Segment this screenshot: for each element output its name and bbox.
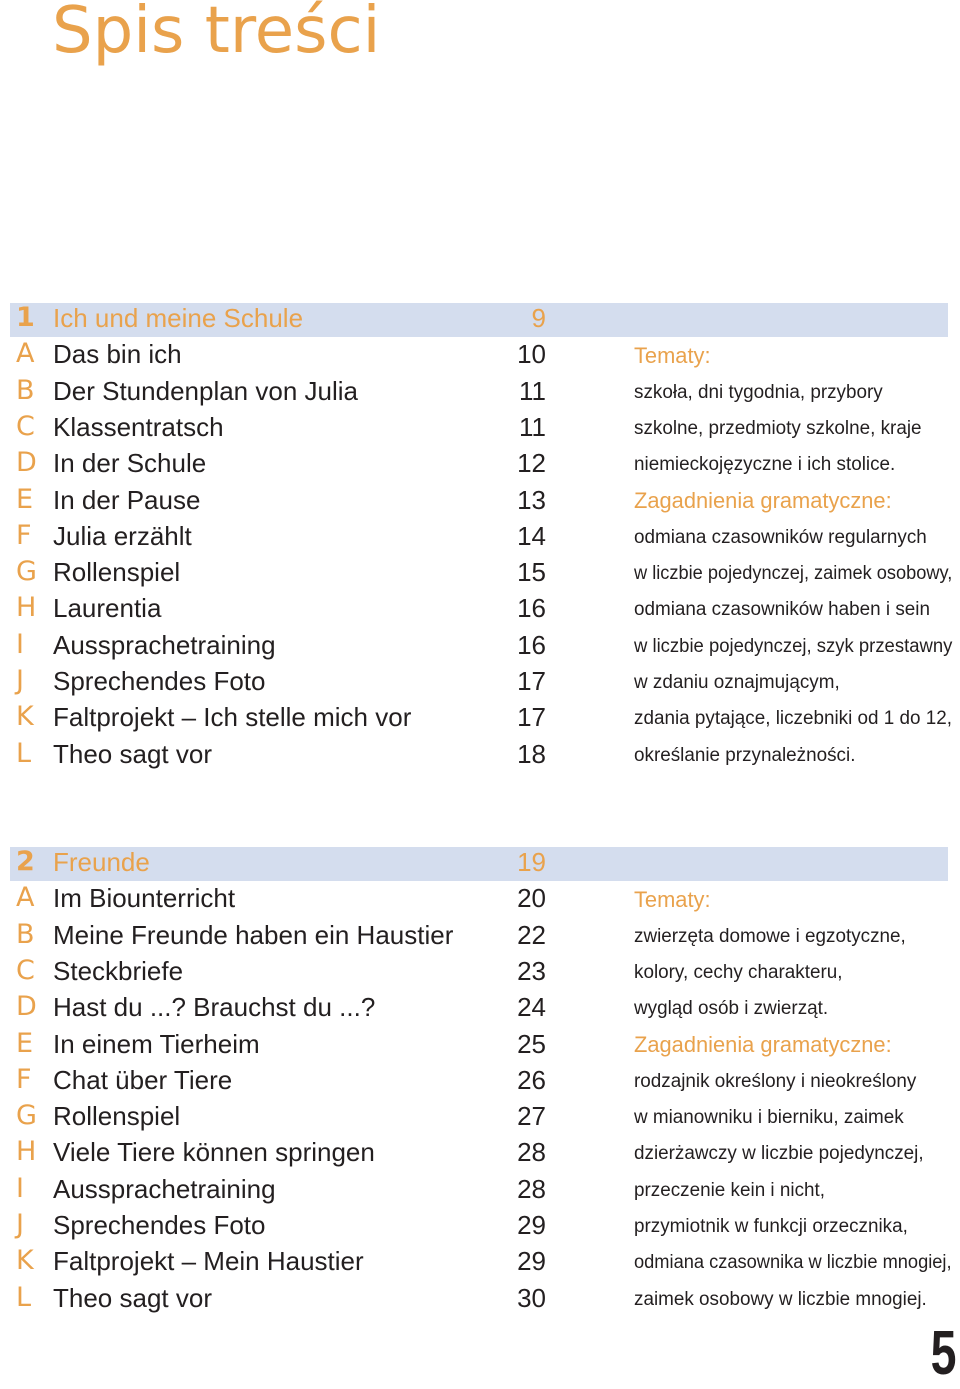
entry-page: 14 xyxy=(517,520,546,551)
chapter-number: 2 xyxy=(16,846,35,877)
toc-entry[interactable] xyxy=(0,1207,560,1243)
notes-line: odmiana czasownika w liczbie mnogiej, xyxy=(634,1252,952,1274)
entry-page: 22 xyxy=(517,919,546,950)
entry-letter: K xyxy=(16,1245,34,1277)
chapter-heading[interactable] xyxy=(0,300,560,336)
entry-page: 20 xyxy=(517,883,546,914)
notes-heading: Zagadnienia gramatyczne: xyxy=(634,488,892,514)
entry-page: 17 xyxy=(517,666,546,696)
page-number: 5 xyxy=(930,1319,956,1388)
notes-line: szkoła, dni tygodnia, przybory xyxy=(634,381,883,403)
page-title: Spis treści xyxy=(52,0,381,68)
toc-entry[interactable] xyxy=(0,953,560,989)
entry-page: 29 xyxy=(517,1246,546,1277)
notes-line: odmiana czasowników regularnych xyxy=(634,526,927,548)
entry-page: 18 xyxy=(517,738,546,769)
chapter-title: Freunde xyxy=(53,847,150,877)
notes-line: wygląd osób i zwierząt. xyxy=(634,998,829,1020)
toc-entry[interactable] xyxy=(0,880,560,916)
toc-entry[interactable] xyxy=(0,663,560,699)
entry-letter: I xyxy=(16,1172,24,1204)
notes-line: niemieckojęzyczne i ich stolice. xyxy=(634,454,896,476)
chapter-notes xyxy=(634,882,954,1318)
entry-title: Laurentia xyxy=(53,593,162,624)
entry-title: Faltprojekt – Ich stelle mich vor xyxy=(53,702,412,733)
entry-title: Viele Tiere können springen xyxy=(53,1137,375,1168)
notes-line: w zdaniu oznajmującym, xyxy=(634,671,840,693)
entry-page: 30 xyxy=(517,1282,546,1313)
entry-letter: C xyxy=(16,954,35,986)
notes-line: zaimek osobowy w liczbie mnogiej. xyxy=(634,1288,927,1310)
entry-page: 28 xyxy=(517,1173,546,1204)
entry-letter: D xyxy=(16,447,37,479)
toc-entry[interactable] xyxy=(0,409,560,445)
notes-line: w liczbie pojedynczej, zaimek osobowy, xyxy=(634,563,953,585)
chapter-page: 9 xyxy=(531,303,546,333)
entry-title: Hast du ...? Brauchst du ...? xyxy=(53,992,376,1023)
entry-title: Das bin ich xyxy=(53,339,182,370)
toc-entry[interactable] xyxy=(0,373,560,409)
notes-line: rodzajnik określony i nieokreślony xyxy=(634,1070,917,1092)
entry-title: Meine Freunde haben ein Haustier xyxy=(53,919,454,950)
entry-page: 15 xyxy=(517,557,546,588)
chapter-page: 19 xyxy=(517,847,546,877)
toc-entry[interactable] xyxy=(0,445,560,481)
toc-entry[interactable] xyxy=(0,590,560,626)
toc-entry[interactable] xyxy=(0,1171,560,1207)
notes-line: przymiotnik w funkcji orzecznika, xyxy=(634,1215,908,1237)
entry-title: In der Pause xyxy=(53,484,201,515)
toc-entry[interactable] xyxy=(0,1134,560,1170)
entry-page: 27 xyxy=(517,1101,546,1132)
entry-title: Theo sagt vor xyxy=(53,1282,212,1313)
toc-entry[interactable] xyxy=(0,482,560,518)
entry-letter: L xyxy=(16,1281,32,1313)
toc-entry[interactable] xyxy=(0,699,560,735)
entry-page: 11 xyxy=(519,411,546,442)
notes-line: dzierżawczy w liczbie pojedynczej, xyxy=(634,1143,924,1165)
entry-page: 24 xyxy=(517,992,546,1023)
notes-heading: Tematy: xyxy=(634,343,711,369)
toc-entry[interactable] xyxy=(0,518,560,554)
entry-page: 16 xyxy=(517,593,546,624)
notes-line: określanie przynależności. xyxy=(634,744,856,766)
entry-title: Aussprachetraining xyxy=(53,1173,276,1204)
notes-heading: Tematy: xyxy=(634,887,711,913)
chapter-heading[interactable] xyxy=(0,844,560,880)
entry-letter: L xyxy=(16,737,32,769)
entry-title: Sprechendes Foto xyxy=(53,1210,266,1240)
entry-letter: B xyxy=(16,374,35,406)
chapter-notes xyxy=(634,338,954,774)
entry-letter: E xyxy=(16,1027,34,1059)
entry-page: 16 xyxy=(517,629,546,660)
chapter-title: Ich und meine Schule xyxy=(53,303,304,333)
entry-letter: H xyxy=(16,1136,37,1168)
entry-letter: F xyxy=(16,519,32,551)
entry-page: 10 xyxy=(517,339,546,370)
notes-line: zwierzęta domowe i egzotyczne, xyxy=(634,925,906,947)
entry-letter: E xyxy=(16,483,34,515)
notes-line: w mianowniku i bierniku, zaimek xyxy=(634,1107,904,1129)
toc-entry[interactable] xyxy=(0,1280,560,1316)
entry-title: Aussprachetraining xyxy=(53,629,276,660)
entry-page: 13 xyxy=(517,484,546,515)
notes-line: odmiana czasowników haben i sein xyxy=(634,599,930,621)
entry-title: Der Stundenplan von Julia xyxy=(53,375,358,406)
chapter-number: 1 xyxy=(16,302,35,333)
toc-entry[interactable] xyxy=(0,336,560,372)
entry-title: Im Biounterricht xyxy=(53,883,236,914)
entry-letter: B xyxy=(16,918,35,950)
entry-letter: J xyxy=(16,665,24,696)
entry-letter: A xyxy=(16,338,35,370)
entry-letter: C xyxy=(16,410,35,442)
entry-letter: H xyxy=(16,592,37,624)
notes-line: kolory, cechy charakteru, xyxy=(634,961,843,983)
entry-letter: J xyxy=(16,1209,24,1240)
entry-page: 26 xyxy=(517,1064,546,1095)
entry-letter: K xyxy=(16,701,34,733)
entry-title: Sprechendes Foto xyxy=(53,666,266,696)
entry-title: In der Schule xyxy=(53,448,207,479)
entry-page: 25 xyxy=(517,1028,546,1059)
toc-entry[interactable] xyxy=(0,736,560,772)
entry-title: Rollenspiel xyxy=(53,557,181,588)
entry-page: 29 xyxy=(517,1210,546,1240)
notes-heading: Zagadnienia gramatyczne: xyxy=(634,1032,892,1058)
notes-line: zdania pytające, liczebniki od 1 do 12, xyxy=(634,708,953,730)
toc-entry[interactable] xyxy=(0,989,560,1025)
entry-letter: A xyxy=(16,882,35,914)
entry-page: 17 xyxy=(517,702,546,733)
entry-page: 12 xyxy=(517,448,546,479)
entry-page: 23 xyxy=(517,955,546,986)
entry-page: 11 xyxy=(519,375,546,406)
entry-title: Julia erzählt xyxy=(53,520,192,551)
toc-entry[interactable] xyxy=(0,1098,560,1134)
entry-letter: G xyxy=(16,556,37,588)
entry-page: 28 xyxy=(517,1137,546,1168)
toc-entry[interactable] xyxy=(0,1243,560,1279)
entry-title: Faltprojekt – Mein Haustier xyxy=(53,1246,364,1277)
notes-line: w liczbie pojedynczej, szyk przestawny xyxy=(634,635,953,657)
notes-line: przeczenie kein i nicht, xyxy=(634,1179,826,1201)
entry-title: In einem Tierheim xyxy=(53,1028,260,1059)
entry-title: Theo sagt vor xyxy=(53,738,212,769)
entry-title: Rollenspiel xyxy=(53,1101,181,1132)
notes-line: szkolne, przedmioty szkolne, kraje xyxy=(634,417,922,439)
toc-entry[interactable] xyxy=(0,1026,560,1062)
toc-entry[interactable] xyxy=(0,554,560,590)
entry-title: Klassentratsch xyxy=(53,411,224,442)
entry-letter: F xyxy=(16,1063,32,1095)
toc-entry[interactable] xyxy=(0,1062,560,1098)
entry-title: Chat über Tiere xyxy=(53,1064,233,1095)
entry-letter: D xyxy=(16,991,37,1023)
toc-entry[interactable] xyxy=(0,917,560,953)
entry-letter: G xyxy=(16,1100,37,1132)
toc-entry[interactable] xyxy=(0,627,560,663)
entry-letter: I xyxy=(16,628,24,660)
entry-title: Steckbriefe xyxy=(53,955,184,986)
